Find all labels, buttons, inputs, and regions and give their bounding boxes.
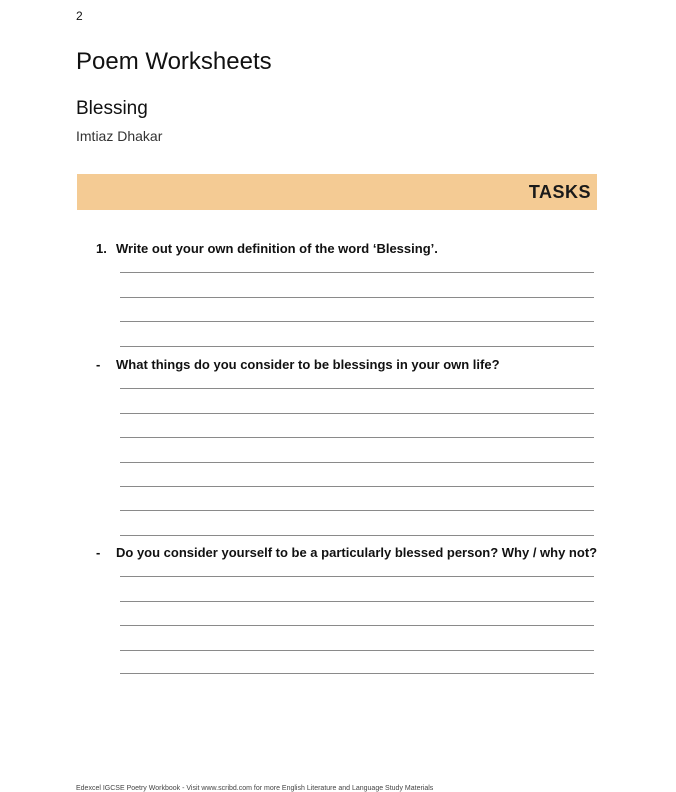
answer-line[interactable] bbox=[120, 576, 594, 577]
answer-line[interactable] bbox=[120, 413, 594, 414]
question-marker: - bbox=[96, 545, 101, 560]
answer-line[interactable] bbox=[120, 297, 594, 298]
answer-line[interactable] bbox=[120, 346, 594, 347]
answer-line[interactable] bbox=[120, 625, 594, 626]
answer-line[interactable] bbox=[120, 510, 594, 511]
answer-line[interactable] bbox=[120, 321, 594, 322]
question-marker: - bbox=[96, 357, 101, 372]
tasks-banner-label: TASKS bbox=[528, 182, 591, 202]
page-title: Poem Worksheets bbox=[76, 48, 272, 75]
page-number: 2 bbox=[76, 9, 83, 23]
answer-line[interactable] bbox=[120, 462, 594, 463]
question-text: Do you consider yourself to be a particularly blessed person? Why / why not? bbox=[116, 545, 598, 560]
answer-line[interactable] bbox=[120, 388, 594, 389]
poem-author: Imtiaz Dhakar bbox=[76, 128, 163, 144]
question-marker: 1. bbox=[96, 241, 107, 256]
poem-title: Blessing bbox=[76, 98, 148, 119]
answer-line[interactable] bbox=[120, 673, 594, 674]
answer-line[interactable] bbox=[120, 535, 594, 536]
answer-line[interactable] bbox=[120, 486, 594, 487]
page-footer: Edexcel IGCSE Poetry Workbook - Visit www.scribd.com for more English Literature and Language Study Materials bbox=[76, 785, 434, 792]
question-text: What things do you consider to be blessings in your own life? bbox=[116, 357, 500, 372]
answer-line[interactable] bbox=[120, 601, 594, 602]
answer-line[interactable] bbox=[120, 272, 594, 273]
tasks-banner bbox=[77, 174, 597, 210]
question-text: Write out your own definition of the word ‘Blessing’. bbox=[116, 241, 438, 256]
answer-line[interactable] bbox=[120, 437, 594, 438]
answer-line[interactable] bbox=[120, 650, 594, 651]
